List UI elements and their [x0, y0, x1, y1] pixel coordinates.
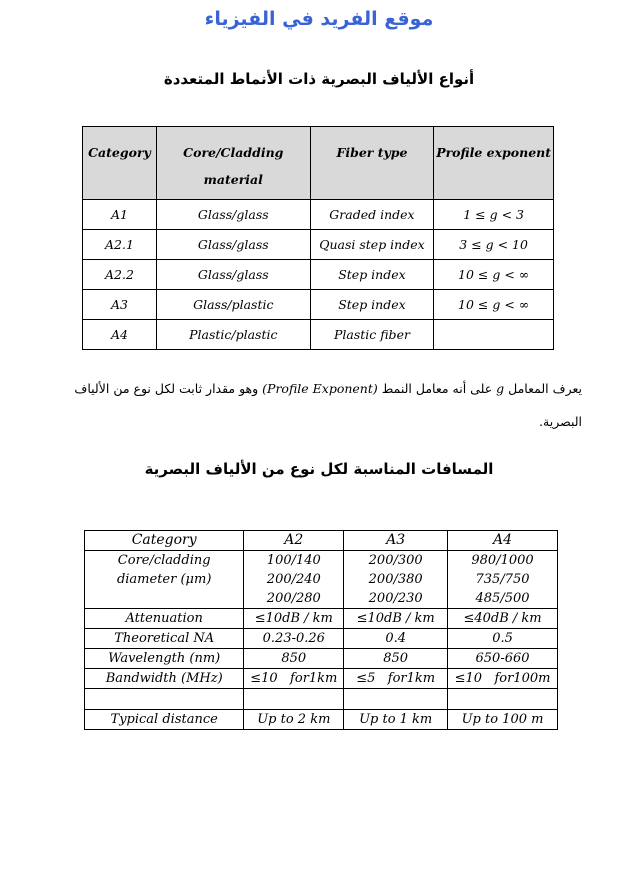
- cell-empty: [244, 689, 344, 710]
- value: 980/1000: [471, 553, 534, 568]
- cell: 10 ≤ g < ∞: [434, 260, 554, 290]
- cell: A2.2: [83, 260, 157, 290]
- para-english-term: (Profile Exponent): [262, 381, 378, 396]
- cell-a4-core: [448, 551, 558, 609]
- header-fiber-type: Fiber type: [310, 127, 434, 200]
- cell: A4: [83, 320, 157, 350]
- cell: Attenuation: [85, 609, 244, 629]
- cell: Graded index: [310, 200, 434, 230]
- header-core-cladding: [156, 127, 310, 200]
- para-symbol-g: g: [496, 381, 505, 396]
- cell: A2.1: [83, 230, 157, 260]
- para-text-3: وهو مقدار ثابت لكل نوع من الألياف البصرية.: [74, 381, 582, 429]
- cell: 850: [344, 649, 448, 669]
- table-header-row: [85, 531, 558, 551]
- cell: Up to 2 km: [244, 710, 344, 730]
- table-row: [85, 609, 558, 629]
- value: 200/300: [368, 553, 423, 568]
- cell: Theoretical NA: [85, 629, 244, 649]
- cell: ≤10 for1km: [244, 669, 344, 689]
- cell-empty: [344, 689, 448, 710]
- heading-multimode-fiber-types: أنواع الألياف البصرية ذات الأنماط المتعددة: [163, 70, 475, 88]
- table-row: [85, 551, 558, 609]
- cell: A1: [83, 200, 157, 230]
- header-a4: A4: [448, 531, 558, 551]
- header-profile-exponent: Profile exponent: [434, 127, 554, 200]
- core-label-line1: Core/cladding: [117, 553, 211, 568]
- table-row: [85, 649, 558, 669]
- cell: Glass/glass: [156, 200, 310, 230]
- cell: 10 ≤ g < ∞: [434, 290, 554, 320]
- cell: 650-660: [448, 649, 558, 669]
- value: 100/140: [266, 553, 321, 568]
- para-text-2: على أنه معامل النمط: [377, 381, 497, 396]
- value: 200/230: [368, 591, 423, 606]
- row-label-core-cladding: [85, 551, 244, 609]
- heading-suitable-distances: المسافات المناسبة لكل نوع من الألياف البصرية: [144, 460, 494, 478]
- cell-empty: [85, 689, 244, 710]
- cell: ≤5 for1km: [344, 669, 448, 689]
- cell: ≤10 for100m: [448, 669, 558, 689]
- header-core-line1: Core/Cladding: [183, 145, 284, 160]
- value: 735/750: [475, 572, 530, 587]
- header-core-line2: material: [203, 172, 263, 187]
- table-row: [83, 200, 554, 230]
- site-title: موقع الفريد في الفيزياء: [204, 8, 434, 30]
- cell: Glass/glass: [156, 230, 310, 260]
- cell: Up to 100 m: [448, 710, 558, 730]
- header-a2: A2: [244, 531, 344, 551]
- para-text-1: يعرف المعامل: [504, 381, 582, 396]
- cell: Up to 1 km: [344, 710, 448, 730]
- cell: Typical distance: [85, 710, 244, 730]
- cell: Quasi step index: [310, 230, 434, 260]
- table-header-row: [83, 127, 554, 200]
- table-row: [83, 320, 554, 350]
- cell: Step index: [310, 290, 434, 320]
- cell: Plastic fiber: [310, 320, 434, 350]
- cell: 3 ≤ g < 10: [434, 230, 554, 260]
- table-row: [85, 669, 558, 689]
- cell: Wavelength (nm): [85, 649, 244, 669]
- cell: 1 ≤ g < 3: [434, 200, 554, 230]
- fiber-types-table: [82, 126, 554, 350]
- cell: Step index: [310, 260, 434, 290]
- cell: Plastic/plastic: [156, 320, 310, 350]
- fiber-distances-table: [84, 530, 558, 730]
- table-row: [85, 629, 558, 649]
- cell: ≤10dB / km: [244, 609, 344, 629]
- cell-a2-core: [244, 551, 344, 609]
- value: 200/280: [266, 591, 321, 606]
- table-row: [83, 290, 554, 320]
- cell: Glass/glass: [156, 260, 310, 290]
- value: 485/500: [475, 591, 530, 606]
- cell-empty: [448, 689, 558, 710]
- core-label-line2: diameter (μm): [116, 572, 212, 587]
- cell: Bandwidth (MHz): [85, 669, 244, 689]
- cell: 0.4: [344, 629, 448, 649]
- cell-a3-core: [344, 551, 448, 609]
- cell: [434, 320, 554, 350]
- cell: 0.5: [448, 629, 558, 649]
- value: 200/240: [266, 572, 321, 587]
- table-row: [83, 260, 554, 290]
- header-a3: A3: [344, 531, 448, 551]
- cell: 850: [244, 649, 344, 669]
- cell: 0.23-0.26: [244, 629, 344, 649]
- value: 200/380: [368, 572, 423, 587]
- header-category: Category: [85, 531, 244, 551]
- table-row: [85, 710, 558, 730]
- profile-exponent-paragraph: [70, 372, 582, 438]
- table-row: [83, 230, 554, 260]
- cell: ≤10dB / km: [344, 609, 448, 629]
- cell: ≤40dB / km: [448, 609, 558, 629]
- cell: A3: [83, 290, 157, 320]
- cell: Glass/plastic: [156, 290, 310, 320]
- header-category: Category: [83, 127, 157, 200]
- table-row-spacer: [85, 689, 558, 710]
